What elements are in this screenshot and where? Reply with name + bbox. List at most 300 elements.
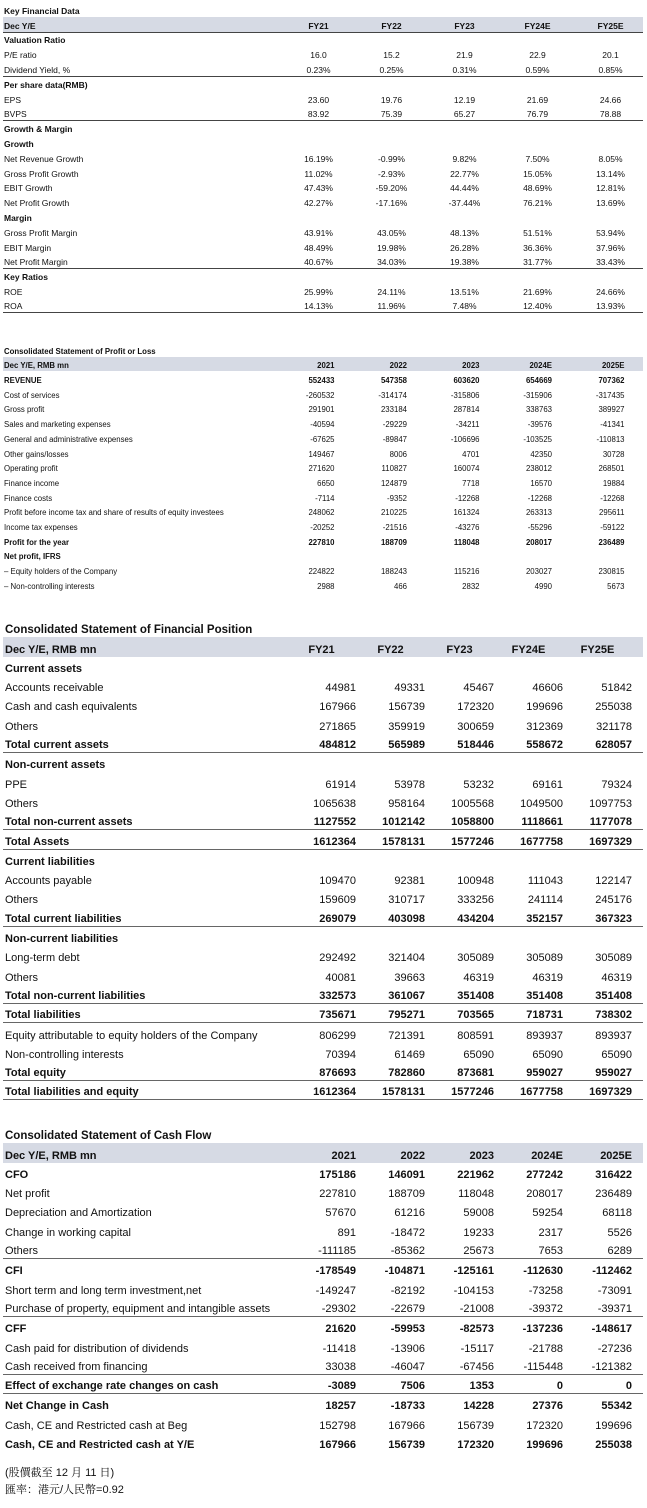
cell-value: 46319	[532, 971, 563, 984]
cell-value: 959027	[595, 1067, 632, 1080]
cell-value: 312369	[526, 720, 563, 733]
cell-value: -12268	[527, 493, 552, 503]
cell-value: 40081	[325, 971, 356, 984]
table-row	[3, 577, 643, 592]
cell-value: 277242	[526, 1168, 563, 1181]
cell-value: -89847	[382, 434, 407, 444]
cell-value: 199696	[526, 1439, 563, 1452]
cell-value: 6289	[607, 1245, 632, 1258]
cell-value: 5526	[607, 1226, 632, 1239]
cell-value: 48.49%	[304, 242, 333, 253]
row-label: Key Ratios	[4, 272, 48, 283]
table-row	[3, 254, 643, 269]
table-row	[3, 1062, 643, 1081]
cell-value: 13.51%	[450, 286, 479, 297]
row-label: Short term and long term investment,net	[5, 1284, 202, 1297]
row-label: Change in working capital	[5, 1226, 131, 1239]
column-header: FY22	[381, 20, 402, 31]
table-row	[3, 562, 643, 577]
cell-value: 100948	[457, 875, 494, 888]
table-row	[3, 1220, 643, 1239]
cell-value: 69161	[532, 778, 563, 791]
cell-value: 316422	[595, 1168, 632, 1181]
cell-value: -148617	[591, 1323, 632, 1336]
cell-value: -40594	[310, 420, 335, 430]
row-label: Total liabilities	[5, 1009, 81, 1022]
row-label: Finance costs	[4, 493, 53, 503]
cell-value: 175186	[319, 1168, 356, 1181]
cell-value: 333256	[457, 894, 494, 907]
cell-value: 1127552	[313, 816, 356, 829]
profit-loss-table	[3, 342, 643, 592]
cell-value: 118048	[453, 537, 480, 547]
cell-value: -73258	[528, 1284, 563, 1297]
cell-value: 23.60	[307, 94, 330, 105]
section-title	[3, 1124, 643, 1143]
row-label: Per share data(RMB)	[4, 79, 88, 90]
column-header: FY25E	[597, 20, 624, 31]
cell-value: -55296	[527, 522, 552, 532]
cell-value: 22.77%	[450, 168, 479, 179]
cell-value: 42.27%	[304, 198, 333, 209]
table-row	[3, 224, 643, 239]
table-header	[3, 17, 643, 32]
row-label: Cash, CE and Restricted cash at Beg	[5, 1419, 188, 1432]
cell-value: 12.40%	[523, 300, 552, 311]
row-label: Cash received from financing	[5, 1360, 148, 1373]
cell-value: 53978	[394, 778, 425, 791]
row-label: Total current assets	[5, 739, 109, 752]
cell-value: -13906	[390, 1342, 425, 1355]
cell-value: 1612364	[313, 1086, 356, 1099]
column-header: 2023	[469, 1149, 494, 1162]
row-label: Others	[5, 894, 39, 907]
cell-value: 233184	[380, 405, 407, 415]
cell-value: 5673	[607, 581, 625, 591]
cell-value: 547358	[380, 376, 407, 386]
table-row	[3, 1356, 643, 1375]
row-label: Net Revenue Growth	[4, 153, 84, 164]
cell-value: 7718	[462, 478, 480, 488]
cell-value: 65.27	[453, 109, 476, 120]
cell-value: 263313	[525, 508, 552, 518]
column-header: FY21	[308, 20, 329, 31]
cell-value: -112462	[592, 1265, 632, 1278]
cell-value: 7506	[400, 1380, 425, 1393]
column-header: 2024E	[529, 361, 552, 371]
cell-value: -46047	[390, 1360, 425, 1373]
row-label: Net Change in Cash	[5, 1400, 109, 1413]
cell-value: 199696	[595, 1419, 632, 1432]
table-row	[3, 1413, 643, 1432]
cell-value: 48.13%	[450, 227, 479, 238]
cell-value: 248062	[308, 508, 335, 518]
cell-value: 269079	[319, 912, 356, 925]
cell-value: 156739	[388, 1439, 425, 1452]
cell-value: 227810	[308, 537, 335, 547]
table-row	[3, 106, 643, 121]
row-label: Profit before income tax and share of results of equity investees	[4, 508, 224, 518]
cell-value: 18257	[325, 1400, 356, 1413]
cell-value: 149467	[308, 449, 335, 459]
cell-value: 24.66	[599, 94, 622, 105]
cell-value: 1005568	[451, 797, 494, 810]
cell-value: 7.48%	[452, 300, 477, 311]
cell-value: 565989	[388, 739, 425, 752]
cell-value: 2988	[317, 581, 335, 591]
cell-value: 295611	[599, 508, 625, 518]
cell-value: -17.16%	[375, 198, 408, 209]
table-row	[3, 830, 643, 849]
cell-value: -315906	[523, 390, 552, 400]
cell-value: 873681	[457, 1067, 494, 1080]
cell-value: 115216	[454, 567, 480, 576]
cell-value: 403098	[388, 912, 425, 925]
cell-value: 735671	[319, 1009, 356, 1022]
cell-value: 13.69%	[596, 198, 625, 209]
cell-value: 1049500	[520, 797, 563, 810]
table-row	[3, 283, 643, 298]
table-row	[3, 792, 643, 811]
cell-value: 1577246	[451, 1086, 494, 1099]
row-label: Others	[5, 1245, 39, 1258]
cell-value: 26.28%	[450, 242, 479, 253]
cell-value: -103525	[523, 434, 552, 444]
cell-value: 0.85%	[598, 64, 623, 75]
column-header: 2022	[389, 361, 407, 371]
table-row	[3, 927, 643, 946]
table-row	[3, 371, 643, 386]
table-body	[3, 32, 643, 313]
cell-value: 46606	[532, 682, 563, 695]
cell-value: 8006	[389, 449, 407, 459]
row-label: Cash and cash equivalents	[5, 701, 138, 714]
cell-value: 230815	[598, 567, 625, 576]
cell-value: 118048	[458, 1188, 494, 1201]
cell-value: 893937	[526, 1029, 563, 1042]
cell-value: 255038	[595, 701, 632, 714]
cell-value: 0	[625, 1380, 632, 1393]
cell-value: 14.13%	[304, 300, 333, 311]
cell-value: 188243	[380, 567, 407, 576]
cell-value: 321404	[388, 952, 425, 965]
cell-value: -82192	[390, 1284, 425, 1297]
cell-value: 19.76	[380, 94, 403, 105]
column-header: FY25E	[580, 643, 615, 656]
cell-value: 15.2	[383, 50, 400, 61]
cell-value: 159609	[319, 894, 356, 907]
cell-value: -137236	[522, 1323, 563, 1336]
cell-value: 359919	[388, 720, 425, 733]
table-row	[3, 386, 643, 401]
cell-value: -37.44%	[448, 198, 481, 209]
cell-value: 19233	[463, 1226, 494, 1239]
row-label: – Equity holders of the Company	[4, 567, 118, 576]
cell-value: -67625	[310, 434, 335, 444]
row-label: General and administrative expenses	[4, 434, 133, 444]
table-header	[3, 357, 643, 372]
table-header	[3, 1143, 643, 1162]
cell-value: 0.59%	[525, 64, 550, 75]
cell-value: 70394	[325, 1048, 356, 1061]
cell-value: 53.94%	[596, 227, 625, 238]
section-title-text: Consolidated Statement of Cash Flow	[5, 1130, 212, 1143]
cell-value: -34211	[455, 420, 480, 430]
cell-value: 1578131	[382, 1086, 425, 1099]
cell-value: -115448	[523, 1360, 563, 1373]
table-row	[3, 1317, 643, 1336]
cell-value: 795271	[388, 1009, 425, 1022]
cell-value: 0	[556, 1380, 563, 1393]
cell-value: 238012	[525, 464, 552, 474]
cell-value: 1012142	[382, 816, 425, 829]
row-label: EBIT Growth	[4, 183, 53, 194]
cell-value: 351408	[595, 989, 632, 1002]
table-row	[3, 268, 643, 283]
table-row	[3, 1004, 643, 1023]
cell-value: 367323	[595, 912, 632, 925]
cell-value: 738302	[595, 1009, 632, 1022]
cell-value: 156739	[388, 701, 425, 714]
cell-value: 57670	[325, 1207, 356, 1220]
cell-value: 552433	[308, 376, 335, 386]
cell-value: 43.91%	[304, 227, 333, 238]
cell-value: 291901	[308, 405, 335, 415]
cell-value: 48.69%	[523, 183, 552, 194]
cell-value: 24.66%	[596, 286, 625, 297]
table-header	[3, 637, 643, 656]
header-label: Dec Y/E	[4, 20, 36, 31]
table-row	[3, 76, 643, 91]
table-row	[3, 985, 643, 1004]
cell-value: 208017	[525, 537, 552, 547]
cell-value: 83.92	[307, 109, 330, 120]
cell-value: -41341	[600, 420, 625, 430]
cell-value: 2832	[462, 581, 480, 591]
cell-value: 188709	[380, 537, 407, 547]
cell-value: 210225	[380, 508, 407, 518]
row-label: Net Profit Margin	[4, 257, 68, 268]
row-label: Sales and marketing expenses	[4, 420, 111, 430]
table-row	[3, 1182, 643, 1201]
cell-value: 27376	[532, 1400, 563, 1413]
row-label: CFI	[5, 1265, 23, 1278]
cell-value: 1578131	[382, 835, 425, 848]
cell-value: 7653	[538, 1245, 563, 1258]
cell-value: 268501	[598, 464, 625, 474]
cell-value: 1577246	[451, 835, 494, 848]
cell-value: 352157	[526, 912, 563, 925]
cell-value: 1097753	[589, 797, 632, 810]
cell-value: 703565	[457, 1009, 494, 1022]
cell-value: 1697329	[589, 835, 632, 848]
row-label: Income tax expenses	[4, 522, 78, 532]
cell-value: 21.9	[456, 50, 473, 61]
table-row	[3, 120, 643, 135]
cell-value: 361067	[388, 989, 425, 1002]
cell-value: 466	[393, 581, 407, 591]
table-body	[3, 371, 643, 591]
row-label: Others	[5, 971, 39, 984]
cell-value: 156739	[457, 1419, 494, 1432]
cell-value: 1177078	[589, 816, 632, 829]
cell-value: 1677758	[520, 1086, 563, 1099]
table-row	[3, 1278, 643, 1297]
cell-value: 305089	[526, 952, 563, 965]
table-row	[3, 209, 643, 224]
cell-value: 167966	[388, 1419, 425, 1432]
row-label: Total current liabilities	[5, 912, 122, 925]
cell-value: 208017	[526, 1188, 563, 1201]
cell-value: 0.23%	[306, 64, 331, 75]
cell-value: 46319	[601, 971, 632, 984]
row-label: Total equity	[5, 1067, 66, 1080]
cell-value: 24.11%	[377, 286, 406, 297]
cell-value: -125161	[453, 1265, 494, 1278]
cell-value: 221962	[457, 1168, 494, 1181]
row-label: CFF	[5, 1323, 27, 1336]
cell-value: 255038	[595, 1439, 632, 1452]
column-header: FY21	[308, 643, 335, 656]
table-row	[3, 415, 643, 430]
cell-value: 389927	[598, 405, 625, 415]
cell-value: 79324	[601, 778, 632, 791]
section-title-text: Key Financial Data	[4, 5, 80, 16]
table-row	[3, 888, 643, 907]
row-label: Gross profit	[4, 405, 45, 415]
cell-value: -29302	[321, 1302, 356, 1315]
table-row	[3, 194, 643, 209]
table-row	[3, 695, 643, 714]
column-header: 2025E	[600, 1149, 632, 1162]
row-label: Gross Profit Growth	[4, 168, 79, 179]
cell-value: 12.81%	[596, 183, 625, 194]
cell-value: 188709	[388, 1188, 425, 1201]
cell-value: 167966	[319, 1439, 356, 1452]
cell-value: 1612364	[313, 835, 356, 848]
cell-value: 124879	[380, 478, 407, 488]
row-label: Current assets	[5, 662, 83, 675]
cell-value: 351408	[457, 989, 494, 1002]
cell-value: -59122	[600, 522, 625, 532]
cell-value: 9.82%	[452, 153, 477, 164]
cell-value: 13.93%	[596, 300, 625, 311]
cell-value: 55342	[601, 1400, 632, 1413]
cell-value: 305089	[457, 952, 494, 965]
cell-value: 1677758	[520, 835, 563, 848]
table-row	[3, 489, 643, 504]
cash-flow-table	[3, 1124, 643, 1452]
table-row	[3, 518, 643, 533]
row-label: – Non-controlling interests	[4, 581, 95, 591]
cell-value: 721391	[388, 1029, 425, 1042]
table-row	[3, 1163, 643, 1182]
cell-value: 37.96%	[596, 242, 625, 253]
cell-value: -18472	[390, 1226, 425, 1239]
cell-value: 236489	[598, 537, 625, 547]
cell-value: 245176	[595, 894, 632, 907]
cell-value: -178549	[315, 1265, 356, 1278]
cell-value: -85362	[390, 1245, 425, 1258]
table-row	[3, 1240, 643, 1259]
cell-value: 224822	[308, 567, 335, 576]
cell-value: 236489	[595, 1188, 632, 1201]
cell-value: 167966	[319, 701, 356, 714]
row-label: Valuation Ratio	[4, 35, 66, 46]
cell-value: 806299	[319, 1029, 356, 1042]
column-header: 2022	[400, 1149, 425, 1162]
table-row	[3, 474, 643, 489]
column-header: 2021	[331, 1149, 356, 1162]
column-header: FY24E	[524, 20, 551, 31]
cell-value: -29229	[382, 420, 407, 430]
cell-value: 146091	[388, 1168, 425, 1181]
row-label: Effect of exchange rate changes on cash	[5, 1380, 219, 1393]
column-header: FY24E	[511, 643, 546, 656]
row-label: Accounts receivable	[5, 682, 104, 695]
row-label: Cost of services	[4, 390, 60, 400]
cell-value: -82573	[459, 1323, 494, 1336]
cell-value: 338763	[525, 405, 552, 415]
row-label: Others	[5, 720, 39, 733]
cell-value: 161324	[453, 508, 480, 518]
cell-value: -0.99%	[378, 153, 405, 164]
row-label: EPS	[4, 94, 22, 105]
row-label: Gross Profit Margin	[4, 227, 78, 238]
row-label: Non-controlling interests	[5, 1048, 124, 1061]
row-label: BVPS	[4, 109, 27, 120]
cell-value: -18733	[390, 1400, 425, 1413]
cell-value: 46319	[463, 971, 494, 984]
cell-value: -149247	[315, 1284, 356, 1297]
header-label: Dec Y/E, RMB mn	[5, 1149, 97, 1162]
cell-value: -27236	[597, 1342, 632, 1355]
cell-value: -9352	[387, 493, 407, 503]
cell-value: -110813	[596, 434, 625, 444]
cell-value: 172320	[457, 701, 494, 714]
column-header: 2023	[462, 361, 480, 371]
cell-value: 47.43%	[304, 183, 333, 194]
row-label: Other gains/losses	[4, 449, 69, 459]
table-row	[3, 753, 643, 772]
row-label: Margin	[4, 212, 32, 223]
row-label: CFO	[5, 1168, 29, 1181]
cell-value: 434204	[457, 912, 494, 925]
table-row	[3, 1259, 643, 1278]
cell-value: 12.19	[453, 94, 476, 105]
cell-value: 241114	[527, 894, 563, 907]
row-label: Total non-current assets	[5, 816, 133, 829]
row-label: Net Profit Growth	[4, 198, 70, 209]
header-label: Dec Y/E, RMB mn	[5, 643, 97, 656]
section-title-text: Consolidated Statement of Profit or Loss	[4, 346, 156, 356]
row-label: Growth & Margin	[4, 124, 73, 135]
cell-value: 49331	[394, 682, 425, 695]
cell-value: 40.67%	[304, 257, 333, 268]
cell-value: -3089	[327, 1380, 356, 1393]
row-label: Accounts payable	[5, 875, 92, 888]
table-row	[3, 946, 643, 965]
table-row	[3, 1336, 643, 1355]
cell-value: 14228	[463, 1400, 494, 1413]
cell-value: 305089	[595, 952, 632, 965]
cell-value: 0.25%	[379, 64, 404, 75]
cell-value: -39371	[597, 1302, 632, 1315]
cell-value: 300659	[457, 720, 494, 733]
row-label: Others	[5, 797, 39, 810]
cell-value: 707362	[598, 376, 625, 386]
cell-value: 65090	[532, 1048, 563, 1061]
